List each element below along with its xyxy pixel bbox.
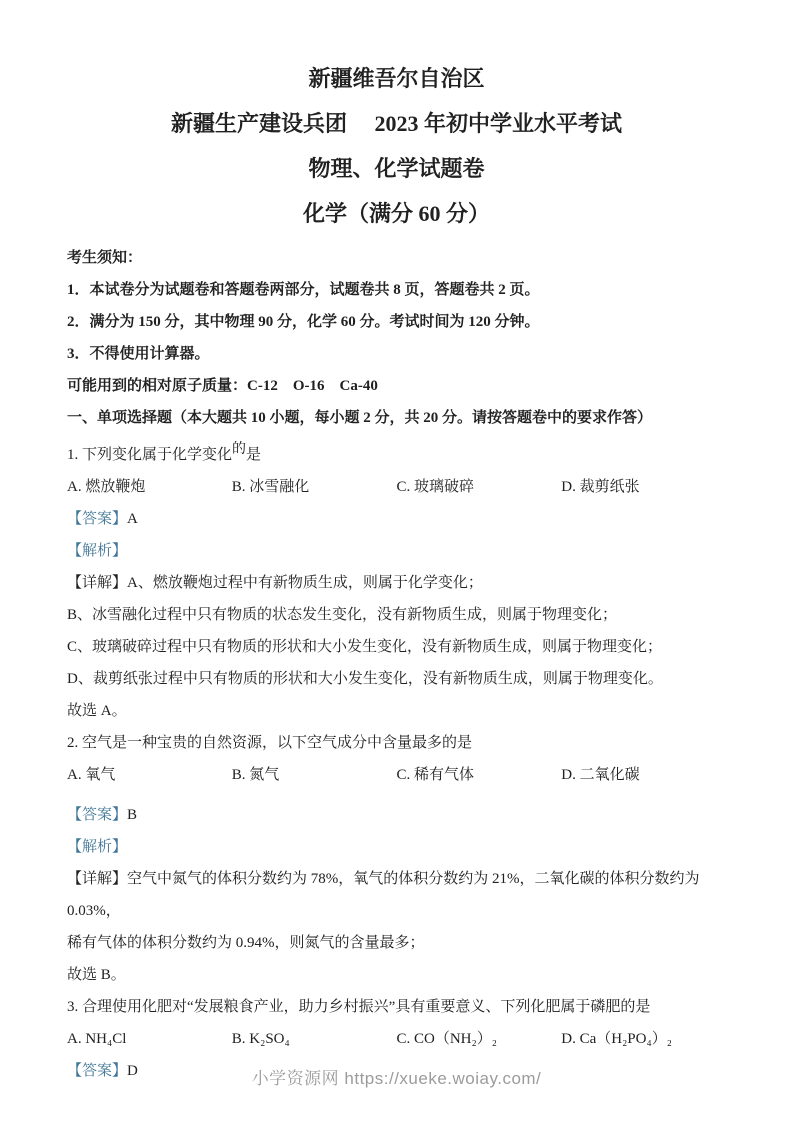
question-1-detail-line: D、裁剪纸张过程中只有物质的形状和大小发生变化，没有新物质生成，则属于物理变化。 [67, 671, 663, 687]
question-1-option-c: C. 玻璃破碎 [396, 479, 475, 495]
question-2-option-b: B. 氮气 [231, 767, 280, 783]
question-2-answer-value: B [127, 807, 138, 823]
question-2-conclusion: 故选 B。 [67, 967, 126, 983]
question-2-option-d: D. 二氧化碳 [561, 767, 640, 783]
question-1-answer-line [67, 503, 726, 535]
question-2-detail-line: 稀有气体的体积分数约为 0.94%，则氮气的含量最多； [67, 935, 425, 951]
question-1-detail-line: 【详解】A、燃放鞭炮过程中有新物质生成，则属于化学变化； [67, 575, 483, 591]
question-1-analysis-label: 【解析】 [67, 543, 128, 559]
question-1-answer-label: 【答案】 [67, 511, 128, 527]
question-3-stem: 3. 合理使用化肥对“发展粮食产业，助力乡村振兴”具有重要意义、下列化肥属于磷肥的是 [67, 999, 651, 1015]
question-1-stem-post: 是 [246, 447, 262, 463]
question-3-answer-label: 【答案】 [67, 1063, 128, 1079]
question-1-stem [67, 434, 726, 471]
notice-title: 考生须知： [67, 250, 143, 266]
question-1-option-a: A. 燃放鞭炮 [67, 479, 146, 495]
exam-header [67, 56, 726, 236]
question-2-detail-line: 【详解】空气中氮气的体积分数约为 78%，氧气的体积分数约为 21%，二氧化碳的体积分数约为 0.03%， [67, 871, 700, 919]
title-chemistry-score: 化学（满分 60 分） [302, 201, 490, 226]
question-2-analysis-label: 【解析】 [67, 839, 128, 855]
question-3-option-b: B. K₂SO₄ [231, 1031, 290, 1047]
question-3-answer-value: D [127, 1063, 138, 1079]
title-region: 新疆维吾尔自治区 [308, 66, 485, 91]
title-org-year: 新疆生产建设兵团 2023 年初中学业水平考试 [170, 111, 622, 136]
question-1-conclusion: 故选 A。 [67, 703, 127, 719]
question-2-stem: 2. 空气是一种宝贵的自然资源，以下空气成分中含量最多的是 [67, 735, 473, 751]
question-2-options-row [67, 759, 726, 791]
page-footer: 小学资源网 https://xueke.woiay.com/ [251, 1069, 542, 1088]
question-3-options-row [67, 1023, 726, 1055]
title-subject-paper: 物理、化学试题卷 [308, 156, 485, 181]
notice-item-3: 3．不得使用计算器。 [67, 346, 210, 362]
question-1-option-d: D. 裁剪纸张 [561, 479, 640, 495]
question-1-detail-line: B、冰雪融化过程中只有物质的状态发生变化，没有新物质生成，则属于物理变化； [67, 607, 618, 623]
question-1-detail-line: C、玻璃破碎过程中只有物质的形状和大小发生变化，没有新物质生成，则属于物理变化； [67, 639, 663, 655]
question-1-stem-superscript: 的 [232, 442, 247, 457]
question-2-option-a: A. 氧气 [67, 767, 116, 783]
section-heading: 一、单项选择题（本大题共 10 小题，每小题 2 分，共 20 分。请按答题卷中的要求作答） [67, 410, 653, 426]
question-2-option-c: C. 稀有气体 [396, 767, 475, 783]
question-1 [67, 434, 726, 727]
notice-item-1: 1．本试卷分为试题卷和答题卷两部分，试题卷共 8 页，答题卷共 2 页。 [67, 282, 540, 298]
notice-item-2: 2．满分为 150 分，其中物理 90 分，化学 60 分。考试时间为 120 分钟。 [67, 314, 540, 330]
notice-section [67, 242, 726, 434]
question-1-answer-value: A [127, 511, 138, 527]
question-1-option-b: B. 冰雪融化 [231, 479, 310, 495]
atomic-mass-note: 可能用到的相对原子质量：C-12 O-16 Ca-40 [67, 378, 378, 394]
question-2-answer-label: 【答案】 [67, 807, 128, 823]
question-3-option-a: A. NH₄Cl [67, 1031, 127, 1047]
question-3-option-d: D. Ca（H₂PO₄）₂ [561, 1031, 672, 1047]
question-2-answer-line [67, 799, 726, 831]
question-1-stem-pre: 1. 下列变化属于化学变化 [67, 447, 233, 463]
question-3-option-c: C. CO（NH₂）₂ [396, 1031, 497, 1047]
question-1-options-row [67, 471, 726, 503]
question-2 [67, 727, 726, 991]
